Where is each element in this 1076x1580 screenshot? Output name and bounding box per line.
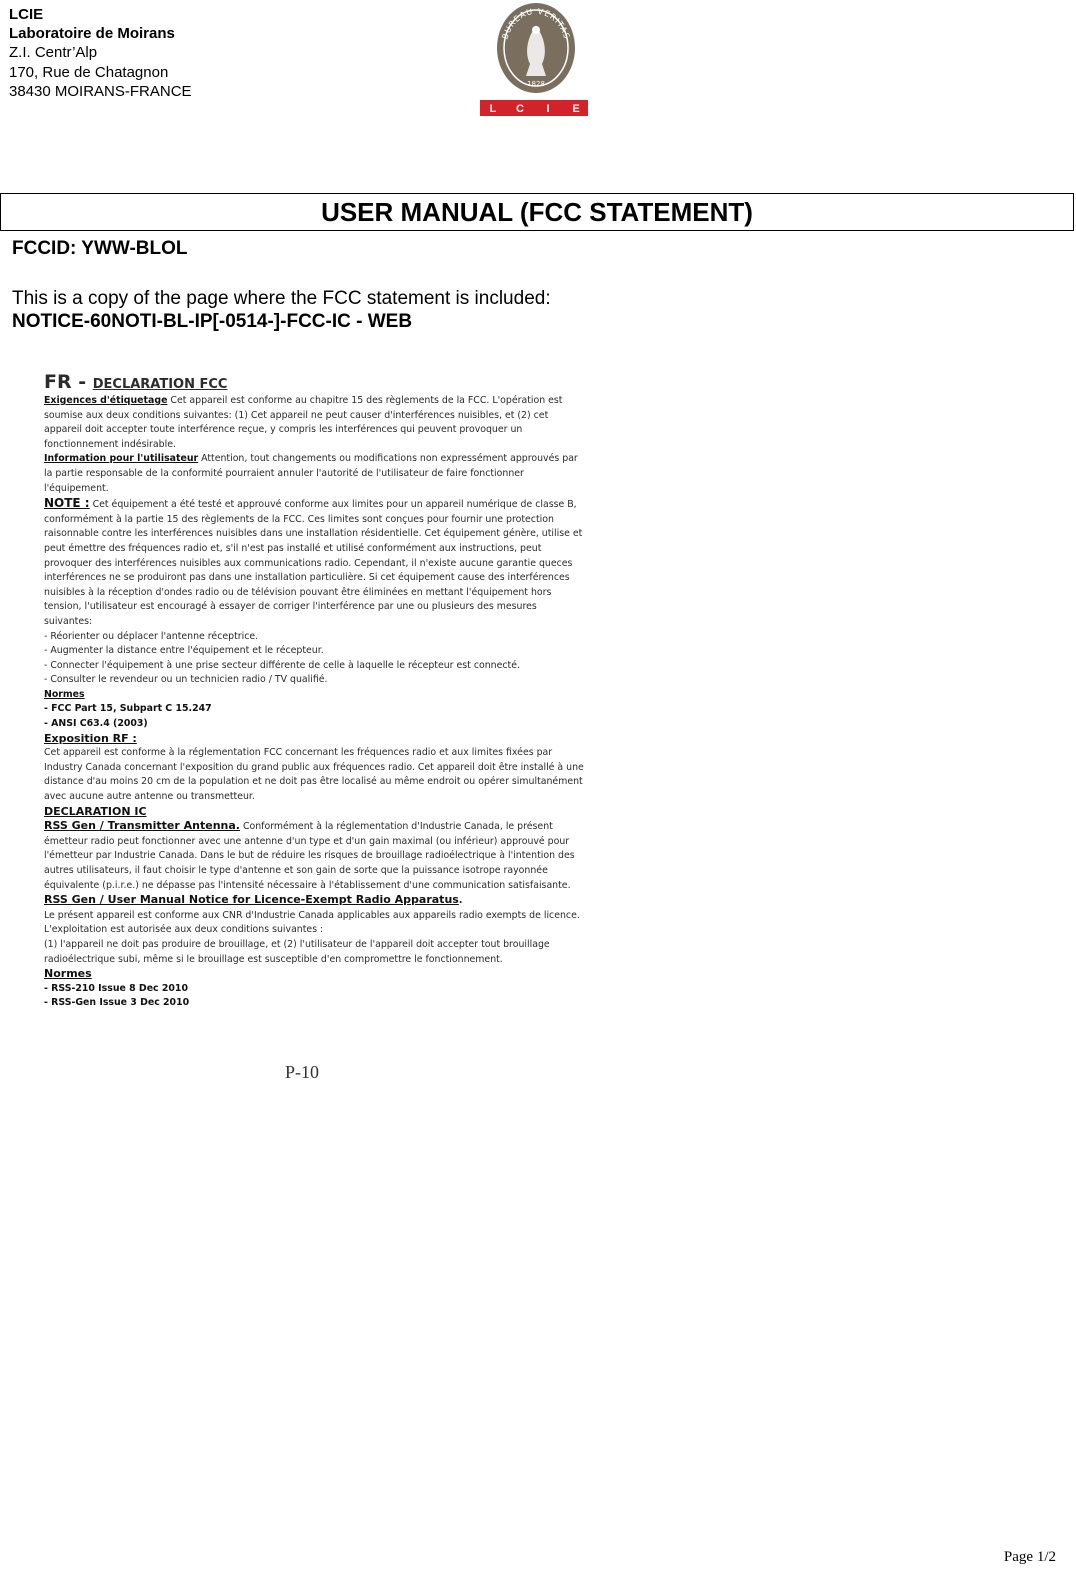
normes-heading: Normes [44,688,85,700]
norme-item: - ANSI C63.4 (2003) [44,718,148,730]
banner-letter-c: C [516,103,524,115]
banner-letter-l: L [489,103,497,115]
address-line-3: 38430 MOIRANS-FRANCE [9,82,192,100]
note-text: Cet équipement a été testé et approuvé conforme aux limites pour un appareil numérique de classe B, conformément à la partie 15 des règlements de la FCC. Ces limites sont conçues pour fournir une protection raisonnable contre les interférences nuisibles dans une installation résidentielle. Cet équipement génère, utilise et peut émettre des fréquences radio et, s'il n'est pas installé et utilisé conformément aux instructions, peut provoquer des interférences nuisibles aux communications radio. Cependant, il n'existe aucune garantie queces interférences ne se produiront pas dans une installation particulière. Si cet équipement cause des interférences nuisibles à la réception d'ondes radio ou de télévision pouvant être éliminées en mettant l'équipement hors tension, l'utilisateur est encouragé à essayer de corriger l'interférence par une ou plusieurs des mesures suivantes: [44,499,583,627]
intro-text: This is a copy of the page where the FCC statement is included: [12,288,551,309]
ic-declaration-heading: DECLARATION IC [44,804,147,818]
labelling-text: Cet appareil est conforme au chapitre 15 des règlements de la FCC. L'opération est soumise aux deux conditions suivantes: (1) Cet appareil ne peut causer d'interférences nuisibles, et (2) cet appareil doit accepter toute interférence reçue, y compris les interférences qui peuvent provoquer un fonctionnement indésirable. [44,395,563,450]
rss-conditions-text: (1) l'appareil ne doit pas produire de brouillage, et (2) l'utilisateur de l'appareil doit accepter tout brouillage radioélectrique subi, même si le brouillage est susceptible d'en compromettre le fonctionnement. [44,938,550,965]
normes-heading-2: Normes [44,967,92,981]
notice-reference: NOTICE-60NOTI-BL-IP[-0514-]-FCC-IC - WEB [12,311,413,332]
fcc-id: FCCID: YWW-BLOL [12,238,188,259]
norme-item: - RSS-210 Issue 8 Dec 2010 [44,982,188,994]
norme-item: - RSS-Gen Issue 3 Dec 2010 [44,997,190,1009]
seal-text: BUREAU VERITAS [500,6,572,41]
scanned-manual-page: FR - DECLARATION FCC Exigences d'étiquetage Cet appareil est conforme au chapitre 15 des règlements de la FCC. L'opération est soumise aux deux conditions suivantes: (1) Cet appareil ne peut causer d'interférences nuisibles, et (2) cet appareil doit accepter toute interférence reçue, y compris les interférences qui peuvent provoquer un fonctionnement indésirable. Information pour l'utilisateur Attention, tout changements ou modifications non expressément approuvés par la partie responsable de la conformité pourraient annuler l'autorité de l'utilisateur de faire fonctionner l'équipement. NOTE : Cet équipement a été testé et approuvé conforme aux limites pour un appareil numérique de classe B, conformément à la partie 15 des règlements de la FCC. Ces limites sont conçues pour fournir une protection raisonnable contre les interférences nuisibles dans une installation résidentielle. Cet équipement génère, utilise et peut émettre des fréquences radio et, s'il n'est pas installé et utilisé conformément aux instructions, peut provoquer des interférences nuisibles aux communications radio. Cependant, il n'existe aucune garantie queces interférences ne se produiront pas dans une installation particulière. Si cet équipement cause des interférences nuisibles à la réception d'ondes radio ou de télévision pouvant être éliminées en mettant l'équipement hors tension, l'utilisateur est encouragé à essayer de corriger l'interférence par une ou plusieurs des mesures suivantes: - Réorienter ou déplacer l'antenne réceptrice. - Augmenter la distance entre l'équipement et le récepteur. - Connecter l'équipement à une prise secteur différente de celle à laquelle le récepteur est connecté. - Consulter le revendeur ou un technicien radio / TV qualifié. Normes - FCC Part 15, Subpart C 15.247 - ANSI C63.4 (2003) Exposition RF : Cet appareil est conforme à la réglementation FCC concernant les fréquences radio et aux limites fixées par Industry Canada concernant l'exposition du grand public aux fréquences radio. Cet appareil doit être installé à une distance d'au moins 20 cm de la population et ne doit pas être localisé au même endroit ou opérer simultanément avec aucune autre antenne ou transmetteur. DECLARATION IC RSS Gen / Transmitter Antenna. Conformément à la réglementation d'Industrie Canada, le présent émetteur radio peut fonctionner avec une antenne d'un type et d'un gain maximal (ou inférieur) approuvé pour l'émetteur par Industrie Canada. Dans le but de réduire les risques de brouillage radioélectrique à l'intention des autres utilisateurs, il faut choisir le type d'antenne et son gain de sorte que la puissance isotrope rayonnée équivalente (p.i.r.e.) ne dépasse pas l'intensité nécessaire à l'établissement d'une communication satisfaisante. RSS Gen / User Manual Notice for Licence-Exempt Radio Apparatus. Le présent appareil est conforme aux CNR d'Industrie Canada applicables aux appareils radio exempts de licence. L'exploitation est autorisée aux deux conditions suivantes : (1) l'appareil ne doit pas produire de brouillage, et (2) l'utilisateur de l'appareil doit accepter tout brouillage radioélectrique subi, même si le brouillage est susceptible d'en compromettre le fonctionnement. Normes - RSS-210 Issue 8 Dec 2010 - RSS-Gen Issue 3 Dec 2010 [44,370,584,1011]
rss-user-manual-text: Le présent appareil est conforme aux CNR d'Industrie Canada applicables aux appareils radio exempts de licence. L'exploitation est autorisée aux deux conditions suivantes : [44,909,580,936]
measure-item: - Consulter le revendeur ou un technicien radio / TV qualifié. [44,674,328,686]
scanned-page-number: P-10 [285,1062,320,1082]
seal-year: 1828 [527,80,545,88]
rss-antenna-text: Conformément à la réglementation d'Industrie Canada, le présent émetteur radio peut fonctionner avec une antenne d'un type et d'un gain maximal (ou inférieur) approuvé pour l'émetteur par Industrie Canada. Dans le but de réduire les risques de brouillage radioélectrique à l'intention des autres utilisateurs, il faut choisir le type d'antenne et son gain de sorte que la puissance isotrope rayonnée équivalente (p.i.r.e.) ne dépasse pas l'intensité nécessaire à l'établissement d'une communication satisfaisante. [44,821,575,891]
note-heading: NOTE : [44,496,90,511]
user-info-heading: Information pour l'utilisateur [44,453,199,465]
lab-name: Laboratoire de Moirans [9,25,175,43]
banner-letter-i: I [546,103,550,115]
norme-item: - FCC Part 15, Subpart C 15.247 [44,703,212,715]
fr-declaration-title: DECLARATION FCC [92,377,228,392]
measure-item: - Augmenter la distance entre l'équipement et le récepteur. [44,645,324,657]
fr-label: FR - [44,371,93,393]
banner-letter-e: E [572,103,580,115]
rss-antenna-heading: RSS Gen / Transmitter Antenna. [44,819,240,833]
measure-item: - Connecter l'équipement à une prise secteur différente de celle à laquelle le récepteur est connecté. [44,659,520,671]
lab-address [9,5,192,101]
page-number: Page 1/2 [1003,1549,1056,1565]
org-name: LCIE [9,6,44,23]
labelling-heading: Exigences d'étiquetage [44,395,168,406]
rss-user-manual-heading: RSS Gen / User Manual Notice for Licence-Exempt Radio Apparatus [44,893,459,907]
user-info-text: Attention, tout changements ou modifications non expressément approuvés par la partie responsable de la conformité pourraient annuler l'autorité de l'utilisateur de faire fonctionner l'équipement. [44,453,578,494]
measure-item: - Réorienter ou déplacer l'antenne réceptrice. [44,630,259,642]
address-line-2: 170, Rue de Chatagnon [9,63,169,81]
rf-exposure-heading: Exposition RF : [44,731,137,745]
document-title: USER MANUAL (FCC STATEMENT) [0,193,1074,231]
bureau-veritas-lcie-logo [480,0,592,120]
address-line-1: Z.I. Centr’Alp [9,44,98,62]
rf-exposure-text: Cet appareil est conforme à la réglementation FCC concernant les fréquences radio et aux limites fixées par Industry Canada concernant l'exposition du grand public aux fréquences radio. Cet appareil doit être installé à une distance d'au moins 20 cm de la population et ne doit pas être localisé au même endroit ou opérer simultanément avec aucune autre antenne ou transmetteur. [44,747,584,803]
